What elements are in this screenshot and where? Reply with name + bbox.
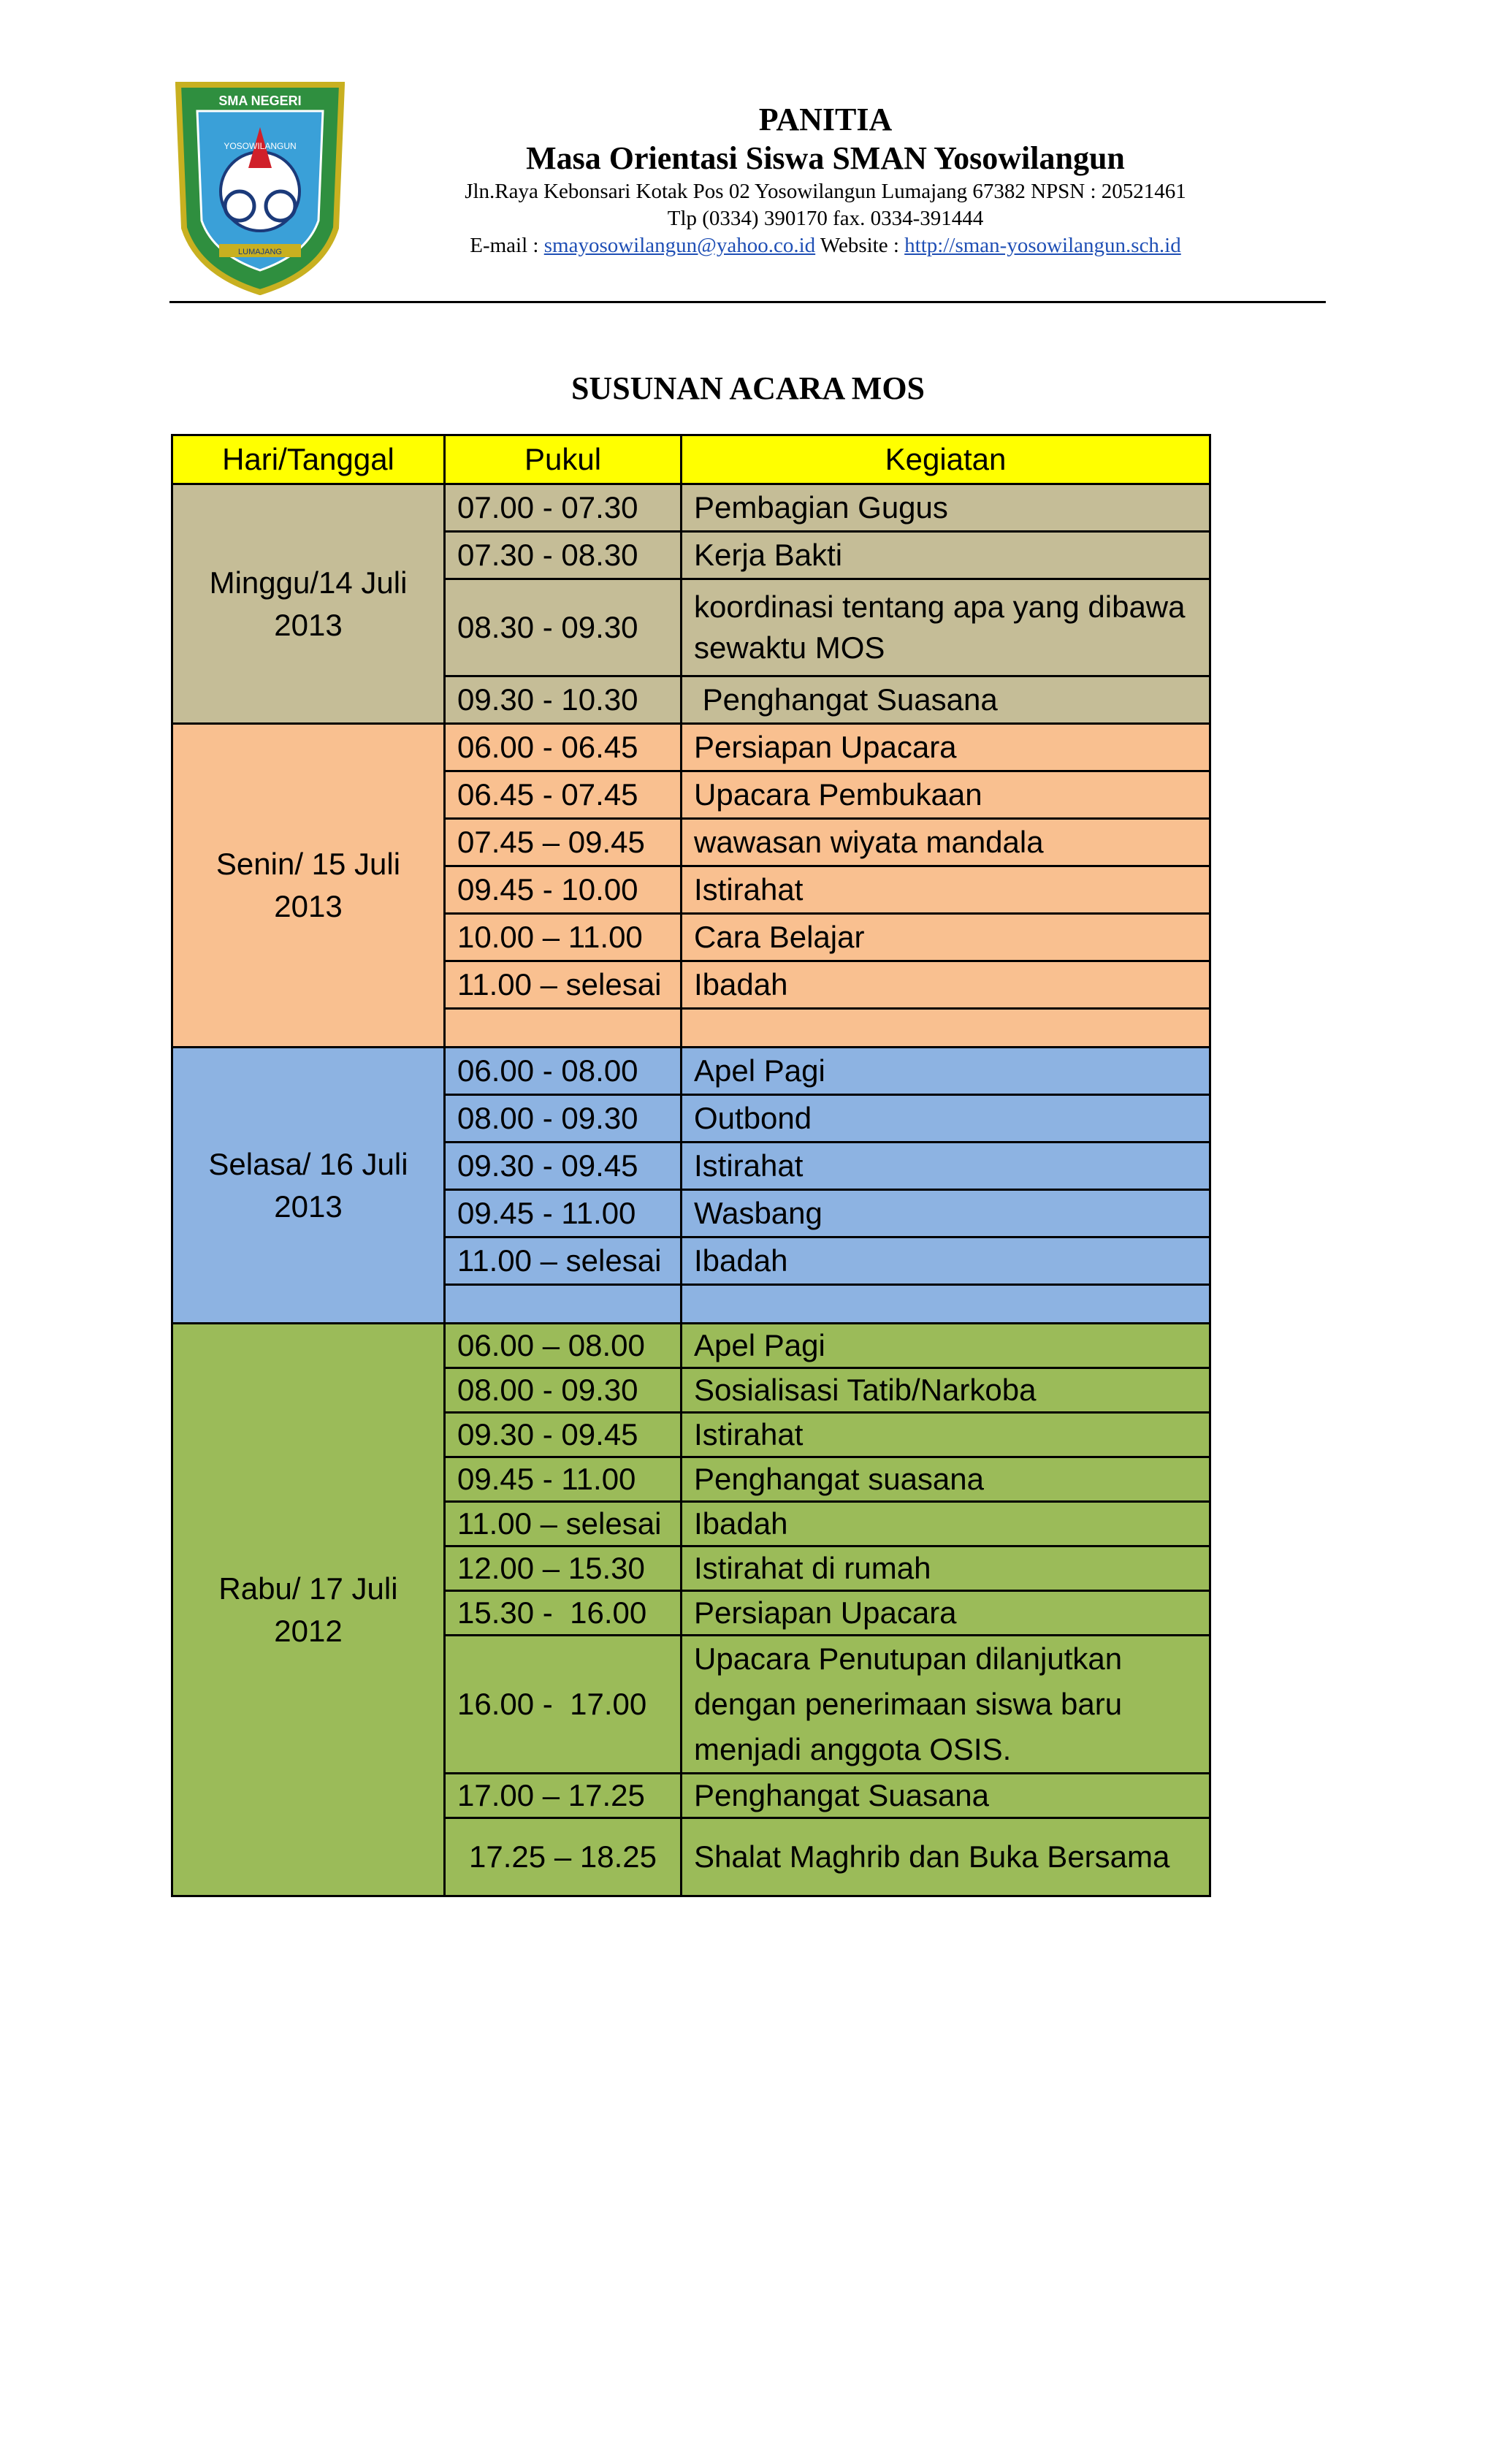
table-row [172,724,1210,771]
activity-cell: Cara Belajar [682,914,1210,961]
time-cell: 09.30 - 09.45 [445,1413,682,1457]
activity-cell: Ibadah [682,1237,1210,1285]
time-cell: 06.00 – 08.00 [445,1324,682,1368]
activity-cell: Outbond [682,1095,1210,1143]
day-cell: Rabu/ 17 Juli 2012 [172,1324,445,1896]
time-cell: 09.45 - 10.00 [445,866,682,914]
letterhead-contact [409,232,1242,259]
activity-cell: Shalat Maghrib dan Buka Bersama [682,1818,1210,1896]
activity-cell: Persiapan Upacara [682,724,1210,771]
activity-cell: wawasan wiyata mandala [682,819,1210,866]
time-cell: 11.00 – selesai [445,1502,682,1546]
time-cell: 06.45 - 07.45 [445,771,682,819]
document-title: SUSUNAN ACARA MOS [570,370,926,406]
activity-cell: Upacara Penutupan dilanjutkan dengan penerimaan siswa baru menjadi anggota OSIS. [682,1636,1210,1774]
time-cell: 10.00 – 11.00 [445,914,682,961]
activity-cell: Apel Pagi [682,1048,1210,1095]
activity-cell: Istirahat [682,1143,1210,1190]
table-row [172,1324,1210,1368]
activity-cell [682,1009,1210,1048]
activity-cell: Sosialisasi Tatib/Narkoba [682,1368,1210,1413]
activity-cell [682,1285,1210,1324]
time-cell: 17.00 – 17.25 [445,1774,682,1818]
activity-cell: koordinasi tentang apa yang dibawa sewaktu MOS [682,579,1210,676]
time-cell: 09.30 - 10.30 [445,676,682,724]
school-logo-icon [175,82,345,295]
activity-cell: Istirahat [682,1413,1210,1457]
letterhead-subtitle: Masa Orientasi Siswa SMAN Yosowilangun [526,140,1125,176]
letterhead-address: Jln.Raya Kebonsari Kotak Pos 02 Yosowilangun Lumajang 67382 NPSN : 20521461 [465,180,1186,203]
time-cell: 17.25 – 18.25 [445,1818,682,1896]
website-link[interactable]: http://sman-yosowilangun.sch.id [904,234,1181,257]
letterhead [409,101,1242,259]
time-cell: 07.45 – 09.45 [445,819,682,866]
day-cell: Senin/ 15 Juli 2013 [172,724,445,1048]
header-time: Pukul [445,435,682,484]
email-label: E-mail : [470,234,544,257]
activity-cell: Penghangat Suasana [682,1774,1210,1818]
logo-top-text: SMA NEGERI [218,94,302,108]
activity-cell: Istirahat di rumah [682,1546,1210,1591]
time-cell: 15.30 - 16.00 [445,1591,682,1636]
time-cell: 09.45 - 11.00 [445,1190,682,1237]
time-cell: 08.30 - 09.30 [445,579,682,676]
time-cell: 06.00 - 06.45 [445,724,682,771]
activity-cell: Istirahat [682,866,1210,914]
day-cell: Selasa/ 16 Juli 2013 [172,1048,445,1324]
logo-bottom-text: LUMAJANG [238,248,282,256]
time-cell: 09.45 - 11.00 [445,1457,682,1502]
table-row [172,1048,1210,1095]
header-day: Hari/Tanggal [172,435,445,484]
time-cell: 06.00 - 08.00 [445,1048,682,1095]
time-cell: 08.00 - 09.30 [445,1095,682,1143]
activity-cell: Wasbang [682,1190,1210,1237]
letterhead-title: PANITIA [758,102,893,137]
time-cell: 11.00 – selesai [445,1237,682,1285]
activity-cell: Penghangat Suasana [682,676,1210,724]
header-activity: Kegiatan [682,435,1210,484]
website-label: Website : [815,234,905,257]
activity-cell: Kerja Bakti [682,532,1210,579]
activity-cell: Persiapan Upacara [682,1591,1210,1636]
time-cell: 07.00 - 07.30 [445,484,682,532]
email-link[interactable]: smayosowilangun@yahoo.co.id [543,234,816,257]
letterhead-divider [169,301,1326,303]
time-cell: 09.30 - 09.45 [445,1143,682,1190]
letterhead-phone: Tlp (0334) 390170 fax. 0334-391444 [667,207,984,230]
logo-mid-text: YOSOWILANGUN [224,141,297,151]
activity-cell: Penghangat suasana [682,1457,1210,1502]
activity-cell: Apel Pagi [682,1324,1210,1368]
time-cell: 07.30 - 08.30 [445,532,682,579]
activity-cell: Ibadah [682,1502,1210,1546]
time-cell [445,1285,682,1324]
schedule-table [171,434,1211,1897]
day-cell: Minggu/14 Juli 2013 [172,484,445,724]
activity-cell: Ibadah [682,961,1210,1009]
table-header-row [172,435,1210,484]
activity-cell: Pembagian Gugus [682,484,1210,532]
activity-cell: Upacara Pembukaan [682,771,1210,819]
time-cell: 12.00 – 15.30 [445,1546,682,1591]
time-cell: 16.00 - 17.00 [445,1636,682,1774]
time-cell: 08.00 - 09.30 [445,1368,682,1413]
time-cell: 11.00 – selesai [445,961,682,1009]
time-cell [445,1009,682,1048]
table-row [172,484,1210,532]
